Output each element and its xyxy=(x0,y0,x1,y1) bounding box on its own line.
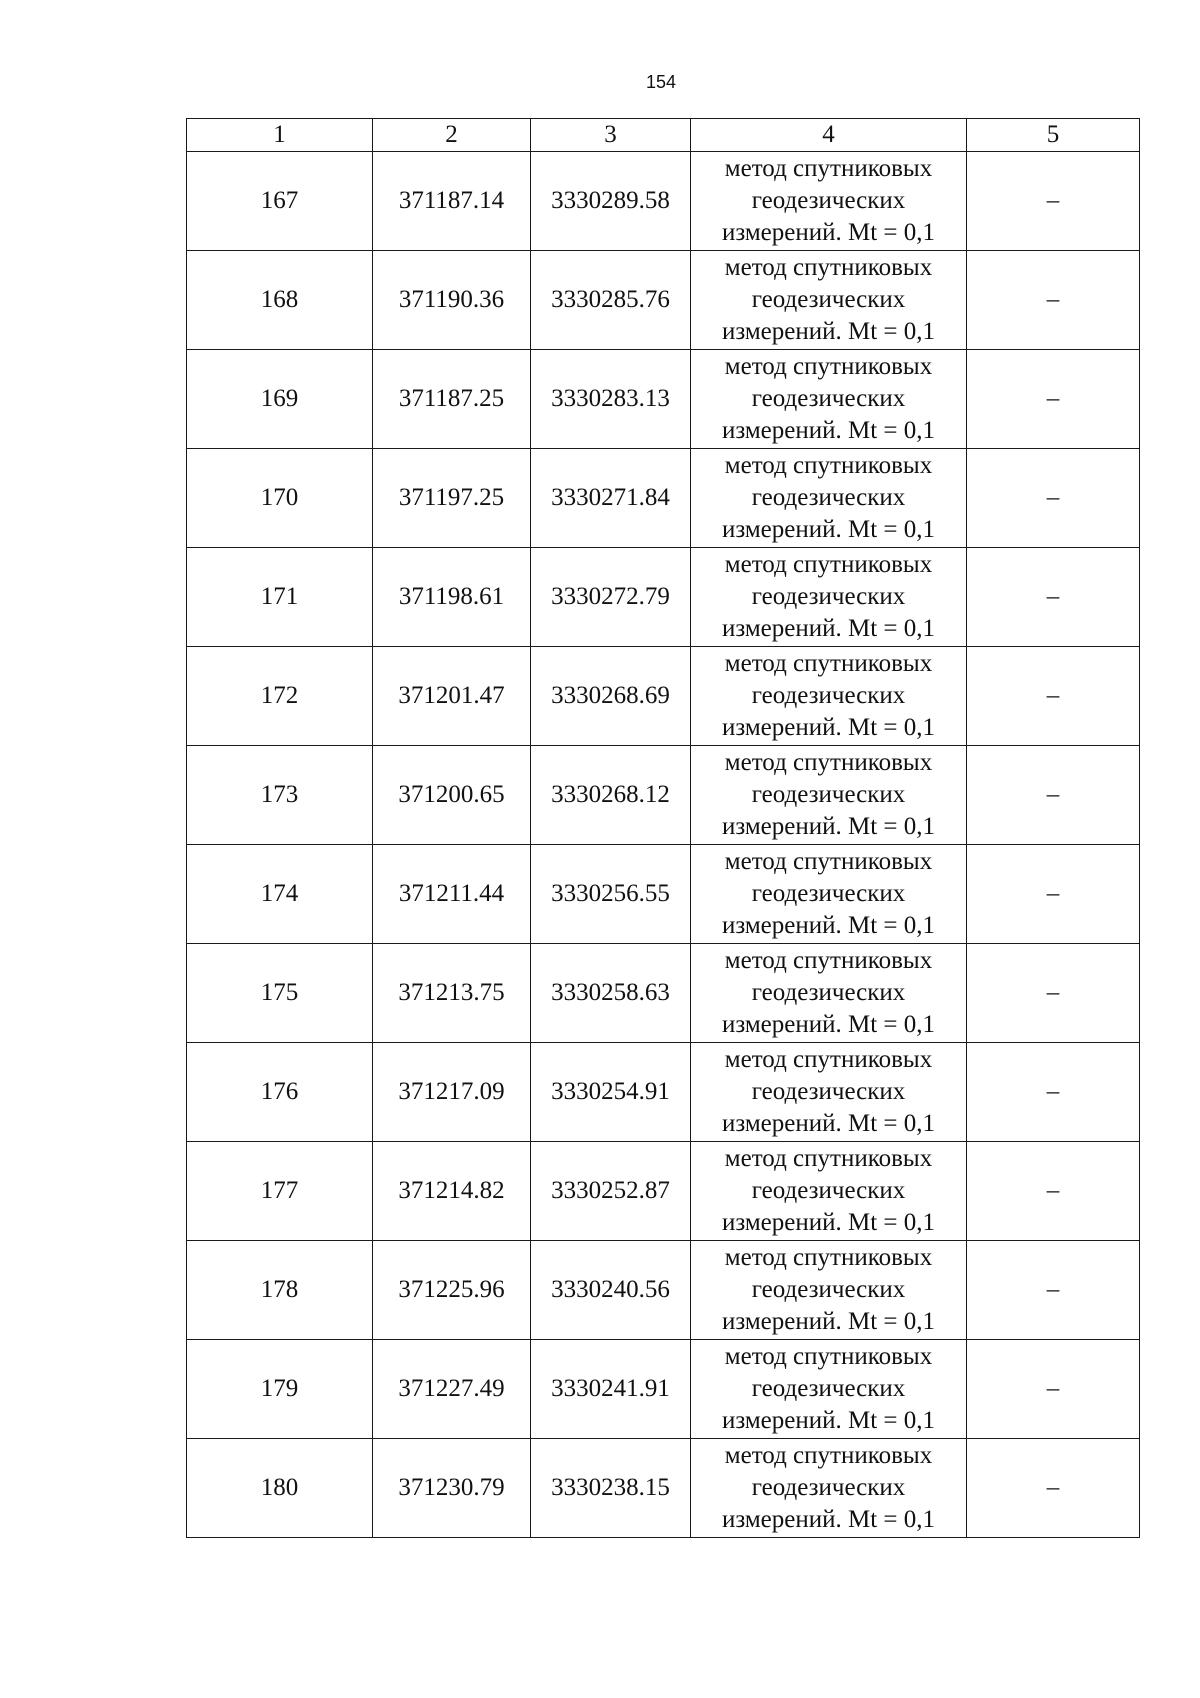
y-coordinate-cell: 3330285.76 xyxy=(531,251,691,350)
method-line: геодезических xyxy=(751,682,906,709)
method-line: измерений. Mt = 0,1 xyxy=(721,714,936,741)
x-coordinate-cell: 371214.82 xyxy=(373,1142,531,1241)
method-line: метод спутниковых xyxy=(724,1343,933,1370)
method-line: метод спутниковых xyxy=(724,353,933,380)
header-col-4: 4 xyxy=(691,119,967,152)
method-cell xyxy=(691,449,967,548)
method-line: метод спутниковых xyxy=(724,551,933,578)
table-row xyxy=(187,251,1140,350)
y-coordinate-cell: 3330240.56 xyxy=(531,1241,691,1340)
method-line: геодезических xyxy=(751,979,906,1006)
y-coordinate-cell: 3330258.63 xyxy=(531,944,691,1043)
method-cell xyxy=(691,1043,967,1142)
point-number-cell: 169 xyxy=(187,350,373,449)
note-cell: – xyxy=(967,746,1140,845)
x-coordinate-cell: 371225.96 xyxy=(373,1241,531,1340)
method-cell xyxy=(691,251,967,350)
method-line: измерений. Mt = 0,1 xyxy=(721,1011,936,1038)
coordinates-table xyxy=(186,118,1140,1538)
x-coordinate-cell: 371213.75 xyxy=(373,944,531,1043)
y-coordinate-cell: 3330252.87 xyxy=(531,1142,691,1241)
note-cell: – xyxy=(967,548,1140,647)
method-line: метод спутниковых xyxy=(724,947,933,974)
x-coordinate-cell: 371198.61 xyxy=(373,548,531,647)
method-line: измерений. Mt = 0,1 xyxy=(721,318,936,345)
note-cell: – xyxy=(967,1241,1140,1340)
note-cell: – xyxy=(967,1439,1140,1538)
method-line: геодезических xyxy=(751,385,906,412)
table-row xyxy=(187,548,1140,647)
y-coordinate-cell: 3330241.91 xyxy=(531,1340,691,1439)
y-coordinate-cell: 3330272.79 xyxy=(531,548,691,647)
method-line: измерений. Mt = 0,1 xyxy=(721,1407,936,1434)
method-line: измерений. Mt = 0,1 xyxy=(721,912,936,939)
method-line: метод спутниковых xyxy=(724,650,933,677)
y-coordinate-cell: 3330271.84 xyxy=(531,449,691,548)
note-cell: – xyxy=(967,845,1140,944)
x-coordinate-cell: 371211.44 xyxy=(373,845,531,944)
note-cell: – xyxy=(967,449,1140,548)
table-row xyxy=(187,152,1140,251)
x-coordinate-cell: 371230.79 xyxy=(373,1439,531,1538)
method-cell xyxy=(691,1241,967,1340)
table-header-row xyxy=(187,119,1140,152)
method-line: метод спутниковых xyxy=(724,254,933,281)
table-row xyxy=(187,845,1140,944)
method-line: геодезических xyxy=(751,1177,906,1204)
point-number-cell: 171 xyxy=(187,548,373,647)
header-col-5: 5 xyxy=(967,119,1140,152)
point-number-cell: 167 xyxy=(187,152,373,251)
x-coordinate-cell: 371187.14 xyxy=(373,152,531,251)
x-coordinate-cell: 371187.25 xyxy=(373,350,531,449)
table-row xyxy=(187,1439,1140,1538)
method-line: измерений. Mt = 0,1 xyxy=(721,1209,936,1236)
method-line: геодезических xyxy=(751,1276,906,1303)
point-number-cell: 170 xyxy=(187,449,373,548)
table-body xyxy=(187,152,1140,1538)
point-number-cell: 176 xyxy=(187,1043,373,1142)
method-line: геодезических xyxy=(751,1078,906,1105)
method-line: геодезических xyxy=(751,583,906,610)
table-row xyxy=(187,350,1140,449)
page-number: 154 xyxy=(645,72,677,92)
note-cell: – xyxy=(967,1043,1140,1142)
method-line: измерений. Mt = 0,1 xyxy=(721,1506,936,1533)
table-row xyxy=(187,1142,1140,1241)
method-line: измерений. Mt = 0,1 xyxy=(721,516,936,543)
header-col-2: 2 xyxy=(373,119,531,152)
method-line: геодезических xyxy=(751,286,906,313)
table-row xyxy=(187,1241,1140,1340)
method-line: метод спутниковых xyxy=(724,749,933,776)
method-line: метод спутниковых xyxy=(724,1145,933,1172)
method-line: метод спутниковых xyxy=(724,1244,933,1271)
method-cell xyxy=(691,1439,967,1538)
y-coordinate-cell: 3330238.15 xyxy=(531,1439,691,1538)
table-row xyxy=(187,647,1140,746)
method-line: геодезических xyxy=(751,1375,906,1402)
point-number-cell: 175 xyxy=(187,944,373,1043)
y-coordinate-cell: 3330289.58 xyxy=(531,152,691,251)
point-number-cell: 180 xyxy=(187,1439,373,1538)
point-number-cell: 173 xyxy=(187,746,373,845)
method-line: измерений. Mt = 0,1 xyxy=(721,813,936,840)
table-row xyxy=(187,1043,1140,1142)
method-cell xyxy=(691,1142,967,1241)
point-number-cell: 172 xyxy=(187,647,373,746)
y-coordinate-cell: 3330268.69 xyxy=(531,647,691,746)
method-line: измерений. Mt = 0,1 xyxy=(721,615,936,642)
y-coordinate-cell: 3330283.13 xyxy=(531,350,691,449)
x-coordinate-cell: 371200.65 xyxy=(373,746,531,845)
method-line: измерений. Mt = 0,1 xyxy=(721,417,936,444)
point-number-cell: 177 xyxy=(187,1142,373,1241)
method-line: метод спутниковых xyxy=(724,1442,933,1469)
method-line: измерений. Mt = 0,1 xyxy=(721,219,936,246)
note-cell: – xyxy=(967,1340,1140,1439)
method-line: метод спутниковых xyxy=(724,848,933,875)
method-cell xyxy=(691,152,967,251)
method-line: геодезических xyxy=(751,187,906,214)
method-line: геодезических xyxy=(751,781,906,808)
method-line: геодезических xyxy=(751,880,906,907)
x-coordinate-cell: 371227.49 xyxy=(373,1340,531,1439)
method-cell xyxy=(691,746,967,845)
y-coordinate-cell: 3330254.91 xyxy=(531,1043,691,1142)
method-cell xyxy=(691,944,967,1043)
table-row xyxy=(187,1340,1140,1439)
method-cell xyxy=(691,548,967,647)
point-number-cell: 178 xyxy=(187,1241,373,1340)
table-row xyxy=(187,746,1140,845)
note-cell: – xyxy=(967,152,1140,251)
x-coordinate-cell: 371217.09 xyxy=(373,1043,531,1142)
method-line: геодезических xyxy=(751,1474,906,1501)
note-cell: – xyxy=(967,251,1140,350)
table-row xyxy=(187,944,1140,1043)
x-coordinate-cell: 371190.36 xyxy=(373,251,531,350)
note-cell: – xyxy=(967,647,1140,746)
method-cell xyxy=(691,1340,967,1439)
method-line: измерений. Mt = 0,1 xyxy=(721,1308,936,1335)
method-line: метод спутниковых xyxy=(724,155,933,182)
method-line: метод спутниковых xyxy=(724,1046,933,1073)
y-coordinate-cell: 3330268.12 xyxy=(531,746,691,845)
method-cell xyxy=(691,845,967,944)
point-number-cell: 179 xyxy=(187,1340,373,1439)
method-cell xyxy=(691,647,967,746)
x-coordinate-cell: 371197.25 xyxy=(373,449,531,548)
note-cell: – xyxy=(967,944,1140,1043)
method-line: метод спутниковых xyxy=(724,452,933,479)
method-cell xyxy=(691,350,967,449)
note-cell: – xyxy=(967,350,1140,449)
method-line: геодезических xyxy=(751,484,906,511)
header-col-3: 3 xyxy=(531,119,691,152)
point-number-cell: 174 xyxy=(187,845,373,944)
point-number-cell: 168 xyxy=(187,251,373,350)
table-row xyxy=(187,449,1140,548)
method-line: измерений. Mt = 0,1 xyxy=(721,1110,936,1137)
header-col-1: 1 xyxy=(187,119,373,152)
note-cell: – xyxy=(967,1142,1140,1241)
y-coordinate-cell: 3330256.55 xyxy=(531,845,691,944)
x-coordinate-cell: 371201.47 xyxy=(373,647,531,746)
